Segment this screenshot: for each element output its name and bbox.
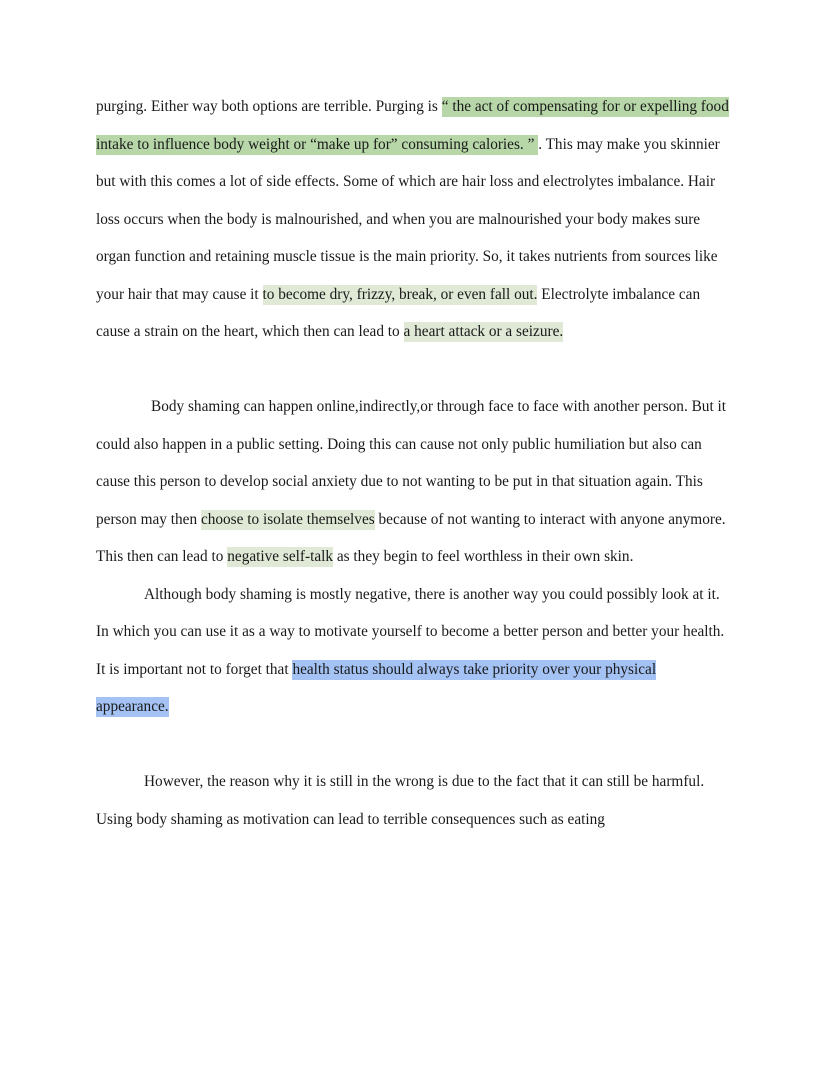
text-run: Electrolyte imbalance can cause a strain on the heart, which then can lead to [96, 285, 701, 340]
paragraph-gap [96, 351, 732, 389]
paragraph-1 [96, 88, 732, 351]
text-run: However, the reason why it is still in the wrong is due to the fact that it can still be harmful. Using body shaming as motivation can lead to terrible consequences such as eating [96, 773, 705, 828]
text-run: as they begin to feel worthless in their own skin. [333, 548, 634, 565]
text-run: purging. Either way both options are terrible. Purging is [96, 98, 442, 115]
text-run: Body shaming can happen online,indirectly,or through face to face with another person. But it could also happen in a public setting. Doing this can cause not only public humiliation but also can cause this person to develop social anxiety due to not wanting to be put in that situation again. This person may then [96, 398, 727, 528]
paragraph-4 [96, 763, 732, 838]
highlighted-text-run: to become dry, frizzy, break, or even fall out. [262, 285, 538, 303]
text-run: because of not wanting to interact with anyone anymore. This then can lead to [96, 510, 726, 565]
highlighted-text-run: health status should always take priority over your physical appearance. [96, 660, 657, 715]
paragraph-2 [96, 388, 732, 576]
text-run: . This may make you skinnier but with this comes a lot of side effects. Some of which are hair loss and electrolytes imbalance. Hair loss occurs when the body is malnourished, and when you are malnourished your body makes sure organ function and retaining muscle tissue is the main priority. So, it takes nutrients from sources like your hair that may cause it [96, 135, 720, 303]
paragraph-3 [96, 576, 732, 726]
highlighted-text-run: a heart attack or a seizure. [403, 323, 564, 340]
highlighted-text-run: choose to isolate themselves [200, 510, 375, 528]
document-text-body [96, 88, 732, 838]
paragraph-gap [96, 726, 732, 764]
text-run: Although body shaming is mostly negative, there is another way you could possibly look at it. In which you can use it as a way to motivate yourself to become a better person and better your health. It is important not to forget that [96, 585, 725, 678]
highlighted-text-run: negative self-talk [227, 548, 334, 565]
highlighted-text-run: “ the act of compensating for or expelling food intake to influence body weight or “make up for” consuming calories. ” [96, 98, 729, 153]
